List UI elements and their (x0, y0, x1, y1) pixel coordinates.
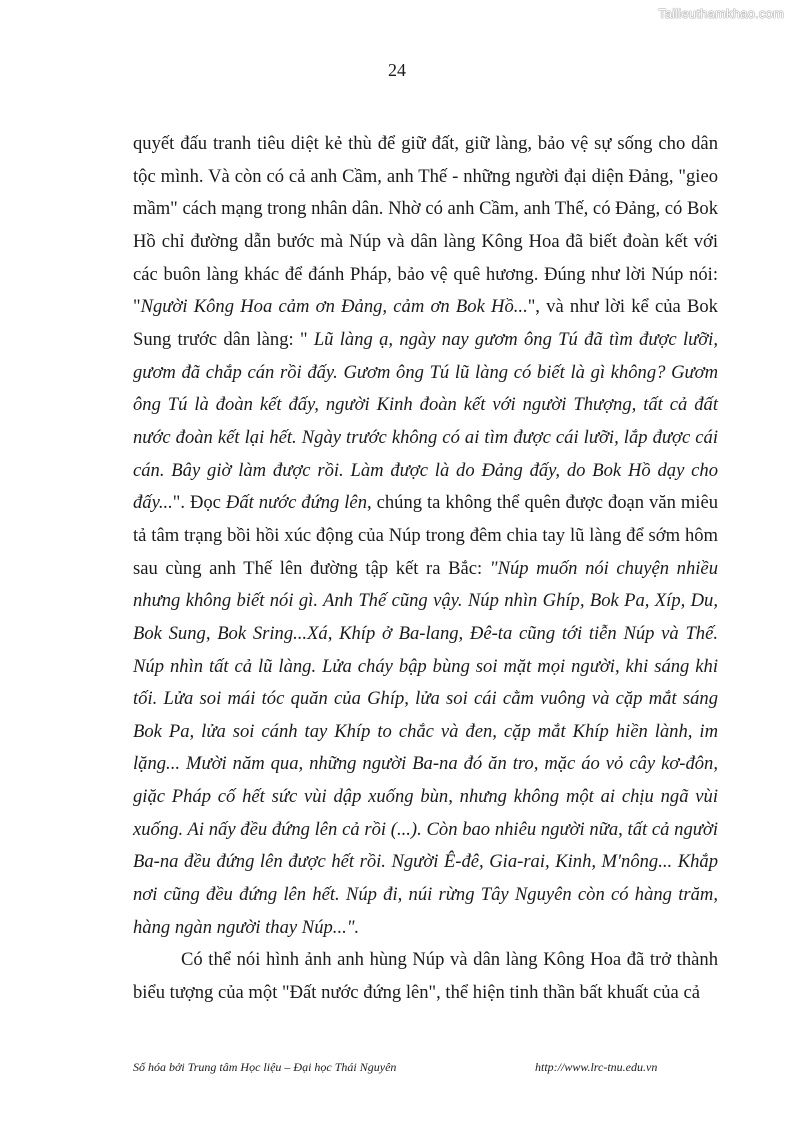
paragraph-text: , chúng ta không thể quên được đoạn văn miêu tả tâm trạng bồi hồi xúc động của Núp trong đêm chia tay lũ làng để sớm hôm sau cùng anh Thế lên đường tập kết ra Bắc: (133, 492, 719, 579)
watermark-text: Tailieuthamkhao.com (658, 6, 784, 21)
paragraph-text: ". Đọc (172, 492, 226, 514)
footer-source: Số hóa bởi Trung tâm Học liệu – Đại học Thái Nguyên (133, 1060, 397, 1074)
body-paragraph (133, 128, 718, 944)
paragraph-text: quyết đấu tranh tiêu diệt kẻ thù để giữ đất, giữ làng, bảo vệ sự sống cho dân tộc mình. Và còn có cả anh Cầm, anh Thế - những người đại diện Đảng, "gieo mầm" cách mạng trong nhân dân. Nhờ có anh Cầm, anh Thế, có Đảng, có Bok Hồ chỉ đường dẫn bước mà Núp và dân làng Kông Hoa đã biết đoàn kết với các buôn làng khác để đánh Pháp, bảo vệ quê hương. Đúng như lời Núp nói: " (133, 133, 718, 318)
footer-url[interactable]: http://www.lrc-tnu.edu.vn (535, 1060, 658, 1074)
italic-quote-text: Đất nước đứng lên (225, 492, 367, 514)
italic-quote-text: "Núp muốn nói chuyện nhiều nhưng không biết nói gì. Anh Thế cũng vậy. Núp nhìn Ghíp, Bok Pa, Xíp, Du, Bok Sung, Bok Sring...Xá, Khíp ở Ba-lang, Đê-ta cũng tới tiễn Núp và Thế. Núp nhìn tất cả lũ làng. Lửa cháy bập bùng soi mặt mọi người, khi sáng khi tối. Lửa soi mái tóc quăn của Ghíp, lửa soi cái cằm vuông và cặp mắt sáng Bok Pa, lửa soi cánh tay Khíp to chắc và đen, cặp mắt Khíp hiền lành, im lặng... Mười năm qua, những người Ba-na đó ăn tro, mặc áo vỏ cây kơ-đôn, giặc Pháp cố hết sức vùi dập xuống bùn, nhưng không một ai chịu ngã vùi xuống. Ai nấy đều đứng lên cả rồi (...). Còn bao nhiêu người nữa, tất cả người Ba-na đều đứng lên được hết rồi. Người Ê-đê, Gia-rai, Kinh, M'nông... Khắp nơi cũng đều đứng lên hết. Núp đi, núi rừng Tây Nguyên còn có hàng trăm, hàng ngàn người thay Núp...". (133, 557, 718, 938)
body-paragraph (133, 944, 718, 1009)
paragraph-text: Có thể nói hình ảnh anh hùng Núp và dân làng Kông Hoa đã trở thành biểu tượng của một "Đất nước đứng lên", thể hiện tinh thần bất khuất của cả (133, 949, 718, 1004)
italic-quote-text: Lũ làng ạ, ngày nay gươm ông Tú đã tìm được lưỡi, gươm đã chắp cán rồi đấy. Gươm ông Tú lũ làng có biết là gì không? Gươm ông Tú là đoàn kết đấy, người Kinh đoàn kết với người Thượng, tất cả đất nước đoàn kết lại hết. Ngày trước không có ai tìm được cái lưỡi, lắp được cái cán. Bây giờ làm được rồi. Làm được là do Đảng đấy, do Bok Hồ dạy cho đấy... (133, 328, 718, 514)
page-number: 24 (388, 60, 406, 80)
italic-quote-text: Người Kông Hoa cảm ơn Đảng, cảm ơn Bok Hồ... (140, 296, 528, 318)
document-body (133, 128, 718, 1010)
paragraph-text: ", và như lời kể của Bok Sung trước dân làng: " (133, 296, 718, 350)
